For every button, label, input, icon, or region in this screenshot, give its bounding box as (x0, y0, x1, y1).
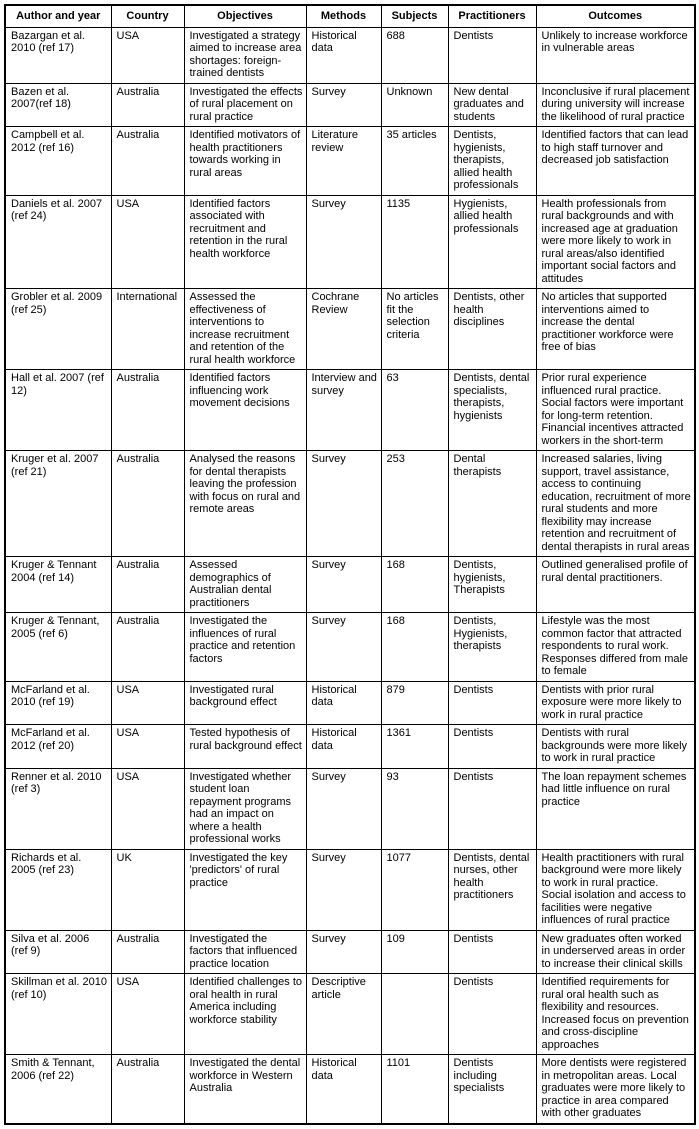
table-row (5, 681, 695, 725)
cell-author: Bazargan et al. 2010 (ref 17) (5, 27, 111, 83)
cell-author: Richards et al. 2005 (ref 23) (5, 849, 111, 930)
cell-practitioners: Dentists including specialists (448, 1055, 536, 1124)
cell-objectives: Investigated a strategy aimed to increase area shortages: foreign-trained dentists (184, 27, 306, 83)
cell-subjects: 168 (381, 557, 448, 613)
cell-country: International (111, 289, 184, 370)
cell-country: Australia (111, 613, 184, 682)
cell-outcomes: New graduates often worked in underserved areas in order to increase their clinical skills (536, 930, 695, 974)
cell-outcomes: Dentists with prior rural exposure were more likely to work in rural practice (536, 681, 695, 725)
cell-methods: Survey (306, 849, 381, 930)
cell-country: Australia (111, 557, 184, 613)
cell-country: USA (111, 681, 184, 725)
cell-outcomes: Dentists with rural backgrounds were more likely to work in rural practice (536, 725, 695, 769)
cell-methods: Survey (306, 768, 381, 849)
cell-subjects: 1361 (381, 725, 448, 769)
cell-subjects: 35 articles (381, 127, 448, 196)
cell-practitioners: Dentists, dental specialists, therapists, hygienists (448, 370, 536, 451)
cell-subjects: 93 (381, 768, 448, 849)
cell-country: USA (111, 195, 184, 289)
cell-methods: Survey (306, 557, 381, 613)
cell-objectives: Investigated rural background effect (184, 681, 306, 725)
cell-methods: Survey (306, 83, 381, 127)
cell-country: Australia (111, 370, 184, 451)
cell-methods: Interview and survey (306, 370, 381, 451)
cell-methods: Survey (306, 613, 381, 682)
cell-author: Bazen et al. 2007(ref 18) (5, 83, 111, 127)
cell-author: Smith & Tennant, 2006 (ref 22) (5, 1055, 111, 1124)
studies-table (4, 4, 696, 1125)
cell-outcomes: Identified requirements for rural oral health such as flexibility and resources. Increased focus on prevention and cross-discipline approaches (536, 974, 695, 1055)
cell-practitioners: New dental graduates and students (448, 83, 536, 127)
cell-author: Kruger & Tennant, 2005 (ref 6) (5, 613, 111, 682)
cell-country: USA (111, 974, 184, 1055)
table-row (5, 451, 695, 557)
cell-author: Silva et al. 2006 (ref 9) (5, 930, 111, 974)
cell-methods: Historical data (306, 27, 381, 83)
cell-subjects: 109 (381, 930, 448, 974)
table-row (5, 195, 695, 289)
column-header-subjects: Subjects (381, 5, 448, 27)
table-row (5, 849, 695, 930)
cell-outcomes: Lifestyle was the most common factor that attracted respondents to rural work. Responses differed from male to female (536, 613, 695, 682)
cell-country: USA (111, 768, 184, 849)
table-row (5, 974, 695, 1055)
cell-subjects: 1135 (381, 195, 448, 289)
cell-outcomes: More dentists were registered in metropolitan areas. Local graduates were more likely to practice in area compared with other graduates (536, 1055, 695, 1124)
cell-practitioners: Dentists, dental nurses, other health practitioners (448, 849, 536, 930)
cell-subjects (381, 974, 448, 1055)
cell-author: Campbell et al. 2012 (ref 16) (5, 127, 111, 196)
cell-subjects: 1101 (381, 1055, 448, 1124)
cell-author: McFarland et al. 2012 (ref 20) (5, 725, 111, 769)
column-header-methods: Methods (306, 5, 381, 27)
cell-objectives: Identified factors associated with recruitment and retention in the rural health workforce (184, 195, 306, 289)
cell-subjects: 168 (381, 613, 448, 682)
cell-country: Australia (111, 930, 184, 974)
cell-objectives: Investigated the factors that influenced practice location (184, 930, 306, 974)
cell-practitioners: Dentists (448, 768, 536, 849)
cell-subjects: 253 (381, 451, 448, 557)
cell-author: Kruger & Tennant 2004 (ref 14) (5, 557, 111, 613)
cell-outcomes: Unlikely to increase workforce in vulnerable areas (536, 27, 695, 83)
table-row (5, 289, 695, 370)
cell-country: USA (111, 27, 184, 83)
cell-subjects: 63 (381, 370, 448, 451)
cell-practitioners: Dentists, Hygienists, therapists (448, 613, 536, 682)
cell-outcomes: No articles that supported interventions aimed to increase the dental practitioner workforce were free of bias (536, 289, 695, 370)
column-header-practitioners: Practitioners (448, 5, 536, 27)
cell-practitioners: Dentists, other health disciplines (448, 289, 536, 370)
cell-author: McFarland et al. 2010 (ref 19) (5, 681, 111, 725)
cell-practitioners: Dentists (448, 725, 536, 769)
cell-objectives: Tested hypothesis of rural background effect (184, 725, 306, 769)
cell-author: Renner et al. 2010 (ref 3) (5, 768, 111, 849)
cell-objectives: Investigated the key 'predictors' of rural practice (184, 849, 306, 930)
table-row (5, 27, 695, 83)
cell-methods: Survey (306, 930, 381, 974)
cell-objectives: Investigated the dental workforce in Western Australia (184, 1055, 306, 1124)
cell-author: Daniels et al. 2007 (ref 24) (5, 195, 111, 289)
cell-author: Kruger et al. 2007 (ref 21) (5, 451, 111, 557)
cell-objectives: Analysed the reasons for dental therapists leaving the profession with focus on rural and remote areas (184, 451, 306, 557)
cell-methods: Descriptive article (306, 974, 381, 1055)
cell-country: USA (111, 725, 184, 769)
table-row (5, 768, 695, 849)
cell-outcomes: Identified factors that can lead to high staff turnover and decreased job satisfaction (536, 127, 695, 196)
cell-author: Skillman et al. 2010 (ref 10) (5, 974, 111, 1055)
cell-practitioners: Dental therapists (448, 451, 536, 557)
cell-practitioners: Dentists, hygienists, Therapists (448, 557, 536, 613)
cell-objectives: Investigated whether student loan repayment programs had an impact on where a health professional works (184, 768, 306, 849)
cell-country: UK (111, 849, 184, 930)
cell-objectives: Identified factors influencing work movement decisions (184, 370, 306, 451)
cell-author: Grobler et al. 2009 (ref 25) (5, 289, 111, 370)
cell-subjects: Unknown (381, 83, 448, 127)
cell-methods: Survey (306, 195, 381, 289)
table-row (5, 725, 695, 769)
table-row (5, 127, 695, 196)
cell-outcomes: Prior rural experience influenced rural practice. Social factors were important for long-term retention. Financial incentives attracted workers in the short-term (536, 370, 695, 451)
cell-methods: Survey (306, 451, 381, 557)
cell-methods: Historical data (306, 1055, 381, 1124)
cell-subjects: 1077 (381, 849, 448, 930)
cell-practitioners: Dentists (448, 974, 536, 1055)
cell-practitioners: Dentists (448, 681, 536, 725)
cell-subjects: 688 (381, 27, 448, 83)
header-row (5, 5, 695, 27)
cell-outcomes: The loan repayment schemes had little influence on rural practice (536, 768, 695, 849)
cell-country: Australia (111, 451, 184, 557)
cell-subjects: 879 (381, 681, 448, 725)
cell-author: Hall et al. 2007 (ref 12) (5, 370, 111, 451)
cell-methods: Historical data (306, 725, 381, 769)
cell-objectives: Investigated the effects of rural placement on rural practice (184, 83, 306, 127)
table-row (5, 1055, 695, 1124)
cell-subjects: No articles fit the selection criteria (381, 289, 448, 370)
cell-outcomes: Health practitioners with rural background were more likely to work in rural practice. Social isolation and access to facilities were negative influences of rural practice (536, 849, 695, 930)
cell-outcomes: Health professionals from rural backgrounds and with increased age at graduation were more likely to work in rural areas/also identified important social factors and attitudes (536, 195, 695, 289)
cell-practitioners: Dentists (448, 930, 536, 974)
cell-country: Australia (111, 127, 184, 196)
table-row (5, 557, 695, 613)
cell-objectives: Assessed demographics of Australian dental practitioners (184, 557, 306, 613)
cell-practitioners: Dentists (448, 27, 536, 83)
cell-objectives: Identified motivators of health practitioners towards working in rural areas (184, 127, 306, 196)
table-row (5, 83, 695, 127)
cell-practitioners: Dentists, hygienists, therapists, allied health professionals (448, 127, 536, 196)
cell-outcomes: Inconclusive if rural placement during university will increase the likelihood of rural practice (536, 83, 695, 127)
cell-objectives: Identified challenges to oral health in rural America including workforce stability (184, 974, 306, 1055)
table-row (5, 613, 695, 682)
cell-methods: Literature review (306, 127, 381, 196)
cell-country: Australia (111, 1055, 184, 1124)
cell-outcomes: Outlined generalised profile of rural dental practitioners. (536, 557, 695, 613)
column-header-author: Author and year (5, 5, 111, 27)
cell-objectives: Investigated the influences of rural practice and retention factors (184, 613, 306, 682)
cell-outcomes: Increased salaries, living support, travel assistance, access to continuing education, recruitment of more rural students and more flexibility may increase retention and recruitment of dental therapists in rural areas (536, 451, 695, 557)
column-header-outcomes: Outcomes (536, 5, 695, 27)
cell-country: Australia (111, 83, 184, 127)
cell-methods: Cochrane Review (306, 289, 381, 370)
cell-methods: Historical data (306, 681, 381, 725)
column-header-country: Country (111, 5, 184, 27)
cell-objectives: Assessed the effectiveness of interventions to increase recruitment and retention of the rural health workforce (184, 289, 306, 370)
table-body (5, 27, 695, 1124)
table-row (5, 930, 695, 974)
table-row (5, 370, 695, 451)
cell-practitioners: Hygienists, allied health professionals (448, 195, 536, 289)
column-header-objectives: Objectives (184, 5, 306, 27)
